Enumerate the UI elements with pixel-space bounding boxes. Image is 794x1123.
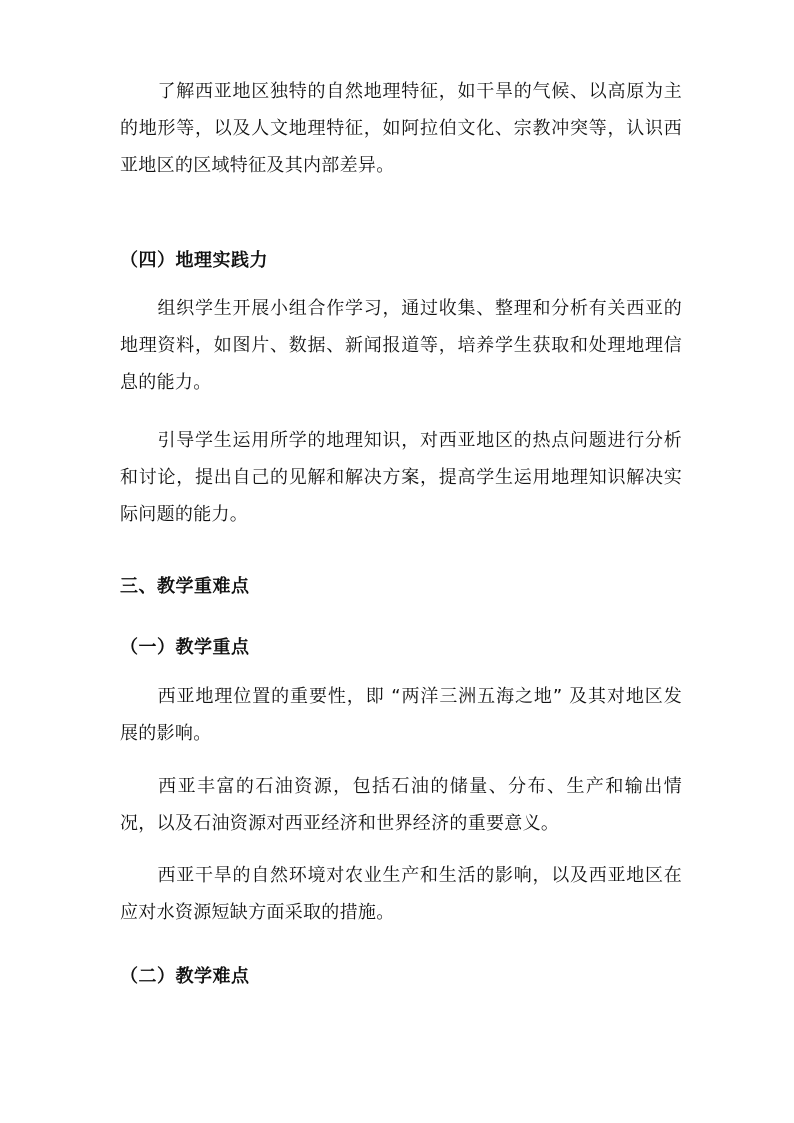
paragraph-oil-resources xyxy=(120,768,682,842)
paragraph-text: 西亚地理位置的重要性，即 “两洋三洲五海之地” 及其对地区发展的影响。 xyxy=(120,686,682,744)
paragraph-regional-features xyxy=(120,73,682,184)
paragraph-text: 西亚丰富的石油资源，包括石油的储量、分布、生产和输出情况，以及石油资源对西亚经济和世界经济的重要意义。 xyxy=(120,776,682,834)
paragraph-text: 组织学生开展小组合作学习，通过收集、整理和分析有关西亚的地理资料，如图片、数据、新闻报道等，培养学生获取和处理地理信息的能力。 xyxy=(120,298,682,393)
paragraph-location-importance xyxy=(120,678,682,752)
heading-teaching-key-points: （一）教学重点 xyxy=(120,637,250,658)
heading-teaching-difficulties: （二）教学难点 xyxy=(120,966,250,987)
heading-section-3: 三、教学重难点 xyxy=(120,576,250,597)
heading-practice-ability: （四）地理实践力 xyxy=(120,250,268,271)
paragraph-arid-environment xyxy=(120,857,682,931)
paragraph-text: 西亚干旱的自然环境对农业生产和生活的影响，以及西亚地区在应对水资源短缺方面采取的措施。 xyxy=(120,865,682,923)
paragraph-hot-issues xyxy=(120,422,682,533)
paragraph-text: 了解西亚地区独特的自然地理特征，如干旱的气候、以高原为主的地形等，以及人文地理特征，如阿拉伯文化、宗教冲突等，认识西亚地区的区域特征及其内部差异。 xyxy=(120,81,682,176)
paragraph-group-learning xyxy=(120,290,682,401)
paragraph-text: 引导学生运用所学的地理知识，对西亚地区的热点问题进行分析和讨论，提出自己的见解和解决方案，提高学生运用地理知识解决实际问题的能力。 xyxy=(120,430,682,525)
